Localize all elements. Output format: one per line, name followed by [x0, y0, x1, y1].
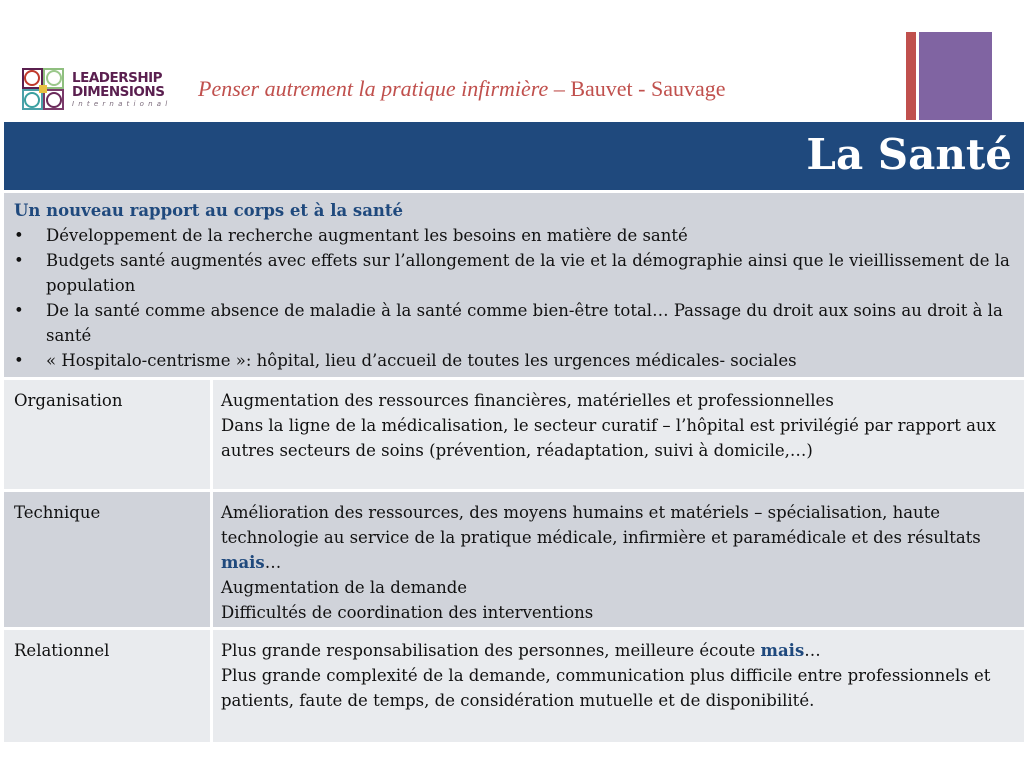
logo-text: LEADERSHIP	[72, 70, 163, 86]
bullet-text: Budgets santé augmentés avec effets sur l’allongement de la vie et la démographie ainsi que le vieillissement de la population	[46, 251, 1010, 295]
emphasis-mais: mais	[221, 553, 265, 572]
list-item: • De la santé comme absence de maladie à la santé comme bien-être total… Passage du droit aux soins au droit à la santé	[14, 301, 1003, 345]
logo-text: DIMENSIONS	[72, 84, 165, 100]
subtitle	[198, 76, 726, 102]
row-line: Augmentation de la demande	[221, 578, 468, 597]
intro-heading: Un nouveau rapport au corps et à la santé	[14, 201, 404, 220]
list-item: • Budgets santé augmentés avec effets sur l’allongement de la vie et la démographie ainsi que le vieillissement de la population	[14, 251, 1010, 295]
row-content	[213, 492, 1024, 627]
slide-title: La Santé	[806, 130, 1012, 179]
list-item: • « Hospitalo-centrisme »: hôpital, lieu d’accueil de toutes les urgences médicales- sociales	[14, 351, 797, 370]
table-row	[4, 492, 1024, 630]
table-row	[4, 630, 1024, 742]
decor-purple-block	[919, 32, 992, 120]
table-row	[4, 193, 1024, 380]
row-label: Relationnel	[4, 630, 213, 742]
logo-text: International	[72, 100, 172, 108]
emphasis-mais: mais	[760, 641, 805, 660]
row-text: Plus grande responsabilisation des personnes, meilleure écoute	[221, 641, 761, 660]
bullet-list	[14, 223, 1014, 373]
row-content	[213, 630, 1024, 742]
logo	[22, 68, 182, 112]
ellipsis: …	[264, 553, 282, 572]
content-table	[4, 193, 1024, 742]
row-label: Technique	[4, 492, 213, 627]
intro-cell	[4, 193, 1024, 377]
logo-knot-icon	[22, 68, 64, 110]
row-text: Amélioration des ressources, des moyens humains et matériels – spécialisation, haute technologie au service de la pratique médicale, infirmière et paramédicale et des résultats	[221, 503, 981, 547]
subtitle-authors: – Bauvet - Sauvage	[548, 76, 726, 101]
bullet-text: De la santé comme absence de maladie à la santé comme bien-être total… Passage du droit aux soins au droit à la santé	[46, 301, 1003, 345]
row-line: Augmentation des ressources financières, matérielles et professionnelles	[221, 391, 834, 410]
row-content	[213, 380, 1024, 489]
bullet-text: Développement de la recherche augmentant les besoins en matière de santé	[46, 226, 688, 245]
list-item: • Développement de la recherche augmentant les besoins en matière de santé	[14, 226, 688, 245]
row-line: Dans la ligne de la médicalisation, le secteur curatif – l’hôpital est privilégié par rapport aux autres secteurs de soins (prévention, réadaptation, suivi à domicile,…)	[221, 416, 996, 460]
row-label: Organisation	[4, 380, 213, 489]
table-row	[4, 380, 1024, 492]
row-line: Difficultés de coordination des interventions	[221, 603, 594, 622]
row-line	[221, 500, 1014, 575]
ellipsis: …	[804, 641, 821, 660]
decor-red-bar	[906, 32, 916, 120]
bullet-text: « Hospitalo-centrisme »: hôpital, lieu d’accueil de toutes les urgences médicales- sociales	[46, 351, 797, 370]
row-line	[221, 638, 1014, 663]
row-line: Plus grande complexité de la demande, communication plus difficile entre professionnels et patients, faute de temps, de considération mutuelle et de disponibilité.	[221, 666, 991, 710]
subtitle-italic: Penser autrement la pratique infirmière	[198, 76, 549, 101]
title-band	[4, 122, 1024, 190]
